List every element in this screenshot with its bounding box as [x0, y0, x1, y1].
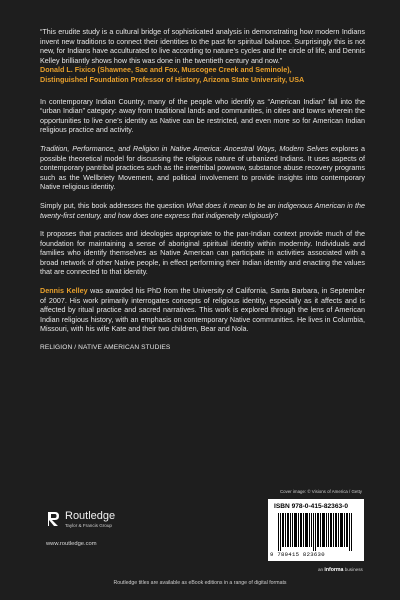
subject-category: RELIGION / NATIVE AMERICAN STUDIES: [40, 344, 171, 352]
publisher-block: [46, 510, 115, 528]
isbn-label: ISBN 978-0-415-82363-0: [274, 503, 349, 510]
book-title: Tradition, Performance, and Religion in Native America: Ancestral Ways, Modern Selves: [40, 143, 329, 153]
publisher-url[interactable]: www.routledge.com: [46, 541, 97, 547]
question-text: What does it mean to be an indigenous American in the twenty-first century, and how does one express that indigeneity religiously?: [40, 200, 365, 220]
paragraph-urban-indian: In contemporary Indian Country, many of the people who identify as “American Indian” fall into the “urban Indian” category: away from traditional lands and communities, in cities and towns wherein the opportunities to live one’s identity as Native can be restricted, and even more so for American Indian religious practice and activity.: [40, 96, 365, 135]
paragraph-book-summary: [40, 144, 365, 192]
informa-name: informa: [324, 567, 344, 573]
publisher-group: Taylor & Francis Group: [65, 522, 112, 528]
question-intro: Simply put, this book addresses the question: [40, 200, 187, 210]
author-bio-text: was awarded his PhD from the University of California, Santa Barbara, in September of 2007. His work primarily interrogates concepts of religious identity, especially as it affects and is affected by ritual practice and sacred narratives. This work is explored through the lens of American Indian religious history, with an emphasis on contemporary Native communities. He lives in Columbia, Missouri, with his wife Kate and their two children, Bear and Nola.: [40, 286, 365, 334]
informa-business-mark: [318, 567, 363, 573]
informa-prefix: an: [318, 567, 325, 572]
ebook-note: Routledge titles are available as eBook editions in a range of digital formats: [113, 580, 287, 586]
cover-image-credit: Cover image: © Visions of America / Getty: [280, 489, 362, 494]
barcode-bars: [278, 513, 354, 551]
routledge-logo-icon: [46, 510, 61, 528]
barcode-number: 9 780415 823630: [270, 551, 325, 558]
endorsement-quote: [40, 27, 365, 85]
author-bio: [40, 286, 365, 334]
publisher-name-group: [65, 511, 115, 528]
author-name: Dennis Kelley: [40, 286, 88, 296]
summary-text: explores a possible theoretical model for discussing the religious nature of urbanized Indians. It uses aspects of contemporary pantribal practices such as the intertribal powwow, substance abuse recovery programs such as the Wellbriety Movement, and political involvement to provide insights into contemporary Native religious identity.: [40, 143, 365, 192]
quote-attribution-title: Distinguished Foundation Professor of History, Arizona State University, USA: [40, 74, 305, 84]
paragraph-question: [40, 201, 365, 220]
blurb-content: [40, 27, 365, 353]
paragraph-proposal: It proposes that practices and ideologies appropriate to the pan-Indian context provide much of the foundation for maintaining a sense of aboriginal spiritual identity within modernity. Individuals and families who identify themselves as Native American can participate in activities associated with a broad network of other Native people, in effect performing their Indian identity and enacting the values that are connected to that identity.: [40, 229, 365, 277]
barcode: [268, 499, 364, 561]
quote-text: “This erudite study is a cultural bridge of sophisticated analysis in demonstrating how modern Indians invent new traditions to connect their identities to the past for spiritual balance. Surprisingly this is not new, for Indians have acculturated to live according to nature’s cycles and the circle of life, and Dennis Kelley brilliantly shows how this was done in the twentieth century and now.”: [40, 27, 365, 65]
informa-suffix: business: [343, 567, 363, 572]
publisher-name: Routledge: [65, 509, 116, 522]
quote-attribution-name: Donald L. Fixico (Shawnee, Sac and Fox, Muscogee Creek and Seminole),: [40, 65, 292, 75]
